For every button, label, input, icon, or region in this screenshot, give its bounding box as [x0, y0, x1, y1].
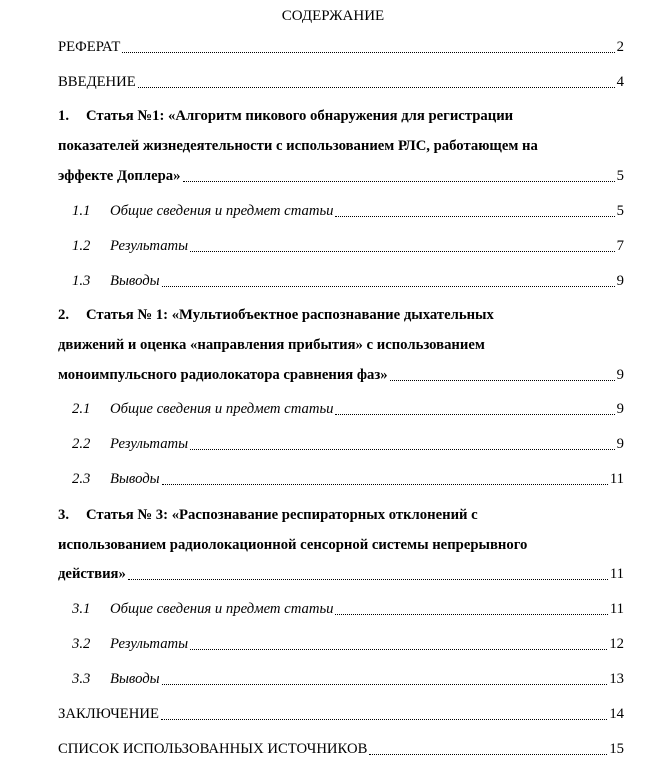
toc-page-number: 11 — [609, 601, 624, 617]
toc-entry-label: ЗАКЛЮЧЕНИЕ — [58, 706, 159, 722]
dot-leader — [183, 166, 615, 186]
dot-leader — [122, 37, 614, 57]
toc-page-number: 5 — [616, 168, 624, 184]
dot-leader — [162, 271, 615, 291]
toc-subentry-number: 2.2 — [72, 436, 91, 452]
toc-subentry-3-3[interactable] — [72, 669, 624, 689]
toc-subentry-number: 3.3 — [72, 671, 91, 687]
toc-entry-sources[interactable] — [58, 739, 624, 759]
toc-page-number: 4 — [616, 74, 624, 90]
toc-page-number: 7 — [616, 238, 624, 254]
toc-subentry-2-2[interactable] — [72, 434, 624, 454]
toc-section-3-line3[interactable] — [58, 564, 624, 584]
toc-section-2-line1[interactable] — [58, 305, 624, 325]
toc-subentry-2-1[interactable] — [72, 399, 624, 419]
toc-section-title: Статья №1: «Алгоритм пикового обнаружения для регистрации — [86, 108, 514, 124]
dot-leader — [335, 201, 614, 221]
dot-leader — [162, 469, 608, 489]
toc-section-1-line1[interactable] — [58, 106, 624, 126]
toc-section-3-line1[interactable] — [58, 505, 624, 525]
toc-subentry-number: 1.2 — [72, 238, 91, 254]
toc-entry-label: ВВЕДЕНИЕ — [58, 74, 136, 90]
toc-subentry-label: Общие сведения и предмет статьи — [110, 203, 334, 219]
toc-section-number: 3. — [58, 507, 70, 523]
dot-leader — [190, 434, 615, 454]
dot-leader — [161, 704, 607, 724]
toc-subentry-label: Результаты — [110, 636, 189, 652]
toc-subentry-label: Общие сведения и предмет статьи — [110, 601, 334, 617]
dot-leader — [162, 669, 608, 689]
toc-page-number: 11 — [609, 566, 624, 582]
toc-page-number: 9 — [616, 401, 624, 417]
toc-subentry-3-1[interactable] — [72, 599, 624, 619]
dot-leader — [138, 72, 615, 92]
toc-subentry-label: Общие сведения и предмет статьи — [110, 401, 334, 417]
dot-leader — [335, 399, 614, 419]
toc-page-number: 15 — [609, 741, 624, 757]
toc-entry-label: СПИСОК ИСПОЛЬЗОВАННЫХ ИСТОЧНИКОВ — [58, 741, 368, 757]
toc-section-1-line2[interactable]: показателей жизнедеятельности с использованием РЛС, работающем на — [58, 138, 538, 154]
toc-section-title: Статья № 1: «Мультиобъектное распознавание дыхательных — [86, 307, 494, 323]
toc-section-2-line2[interactable]: движений и оценка «направления прибытия» с использованием — [58, 337, 485, 353]
toc-subentry-label: Выводы — [110, 273, 160, 289]
toc-subentry-number: 1.1 — [72, 203, 91, 219]
toc-subentry-number: 3.2 — [72, 636, 91, 652]
toc-subentry-number: 1.3 — [72, 273, 91, 289]
dot-leader — [190, 236, 615, 256]
toc-subentry-2-3[interactable] — [72, 469, 624, 489]
toc-subentry-label: Выводы — [110, 671, 160, 687]
toc-subentry-1-2[interactable] — [72, 236, 624, 256]
toc-page-number: 11 — [609, 471, 624, 487]
toc-page-number: 14 — [609, 706, 624, 722]
dot-leader — [390, 365, 615, 385]
toc-section-number: 2. — [58, 307, 70, 323]
toc-section-title-end: моноимпульсного радиолокатора сравнения фаз» — [58, 367, 388, 383]
toc-section-title-end: эффекте Доплера» — [58, 168, 181, 184]
toc-entry-conclusion[interactable] — [58, 704, 624, 724]
toc-entry-intro[interactable] — [58, 72, 624, 92]
toc-page-number: 12 — [609, 636, 624, 652]
toc-subentry-1-1[interactable] — [72, 201, 624, 221]
toc-page-number: 9 — [616, 436, 624, 452]
toc-entry-label: РЕФЕРАТ — [58, 39, 121, 55]
toc-section-2-line3[interactable] — [58, 365, 624, 385]
toc-subentry-label: Результаты — [110, 238, 189, 254]
toc-subentry-number: 2.3 — [72, 471, 91, 487]
toc-subentry-1-3[interactable] — [72, 271, 624, 291]
toc-subentry-label: Результаты — [110, 436, 189, 452]
dot-leader — [369, 739, 607, 759]
toc-section-number: 1. — [58, 108, 70, 124]
page-title: СОДЕРЖАНИЕ — [281, 8, 385, 24]
toc-section-title-end: действия» — [58, 566, 126, 582]
toc-entry-referat[interactable] — [58, 37, 624, 57]
dot-leader — [128, 564, 608, 584]
toc-subentry-label: Выводы — [110, 471, 160, 487]
toc-subentry-number: 3.1 — [72, 601, 91, 617]
toc-page-number: 5 — [616, 203, 624, 219]
toc-section-title: Статья № 3: «Распознавание респираторных отклонений с — [86, 507, 478, 523]
toc-page-number: 13 — [609, 671, 624, 687]
toc-subentry-3-2[interactable] — [72, 634, 624, 654]
toc-page-number: 9 — [616, 367, 624, 383]
dot-leader — [190, 634, 607, 654]
dot-leader — [335, 599, 607, 619]
toc-page-number: 2 — [616, 39, 624, 55]
toc-subentry-number: 2.1 — [72, 401, 91, 417]
toc-section-1-line3[interactable] — [58, 166, 624, 186]
toc-page-number: 9 — [616, 273, 624, 289]
toc-section-3-line2[interactable]: использованием радиолокационной сенсорной системы непрерывного — [58, 537, 528, 553]
